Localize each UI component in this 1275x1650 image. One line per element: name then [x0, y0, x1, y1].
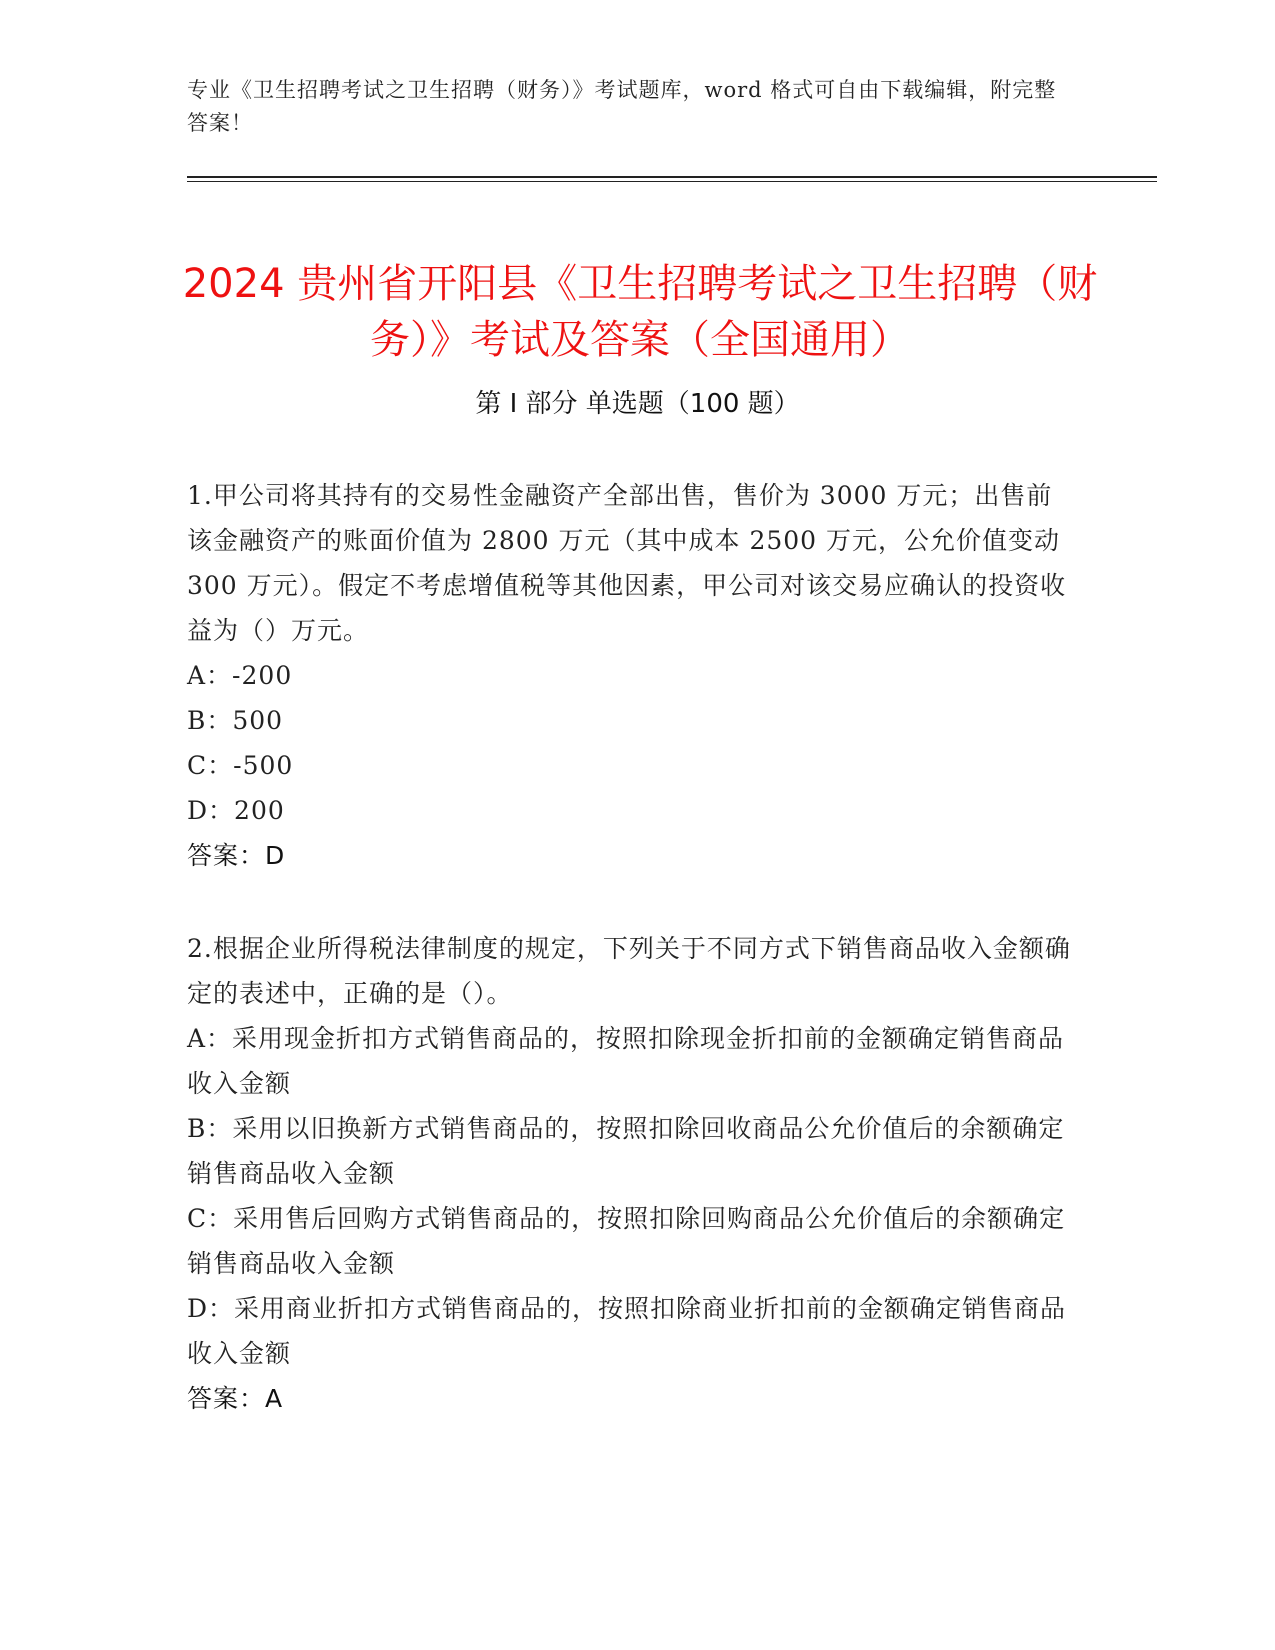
header-note: 专业《卫生招聘考试之卫生招聘（财务）》考试题库，word 格式可自由下载编辑，附完整答案！: [187, 78, 1057, 135]
question-stem: 1.甲公司将其持有的交易性金融资产全部出售，售价为 3000 万元；出售前该金融资产的账面价值为 2800 万元（其中成本 2500 万元，公允价值变动 300 万元）。假定不考虑增值税等其他因素，甲公司对该交易应确认的投资收益为（）万元。: [187, 481, 1067, 645]
option-a: A：-200: [187, 661, 293, 690]
option-d: D：200: [187, 796, 285, 825]
answer-label: 答案：D: [187, 841, 286, 870]
header-divider-thin: [187, 181, 1157, 182]
option-b: B：采用以旧换新方式销售商品的，按照扣除回收商品公允价值后的余额确定销售商品收入金额: [187, 1114, 1065, 1188]
option-c: C：采用售后回购方式销售商品的，按照扣除回购商品公允价值后的余额确定销售商品收入金额: [187, 1204, 1066, 1278]
header-divider-thick: [187, 176, 1157, 178]
question-2: [187, 926, 1077, 1421]
option-c: C：-500: [187, 751, 294, 780]
option-b: B：500: [187, 706, 284, 735]
document-title: 2024 贵州省开阳县《卫生招聘考试之卫生招聘（财务）》考试及答案（全国通用）: [182, 260, 1098, 363]
section-heading: 第 I 部分 单选题（100 题）: [475, 389, 800, 419]
question-1: [187, 473, 1077, 878]
answer-label: 答案：A: [187, 1384, 284, 1413]
option-d: D：采用商业折扣方式销售商品的，按照扣除商业折扣前的金额确定销售商品收入金额: [187, 1294, 1067, 1368]
question-stem: 2.根据企业所得税法律制度的规定，下列关于不同方式下销售商品收入金额确定的表述中，正确的是（）。: [187, 934, 1071, 1008]
option-a: A：采用现金折扣方式销售商品的，按照扣除现金折扣前的金额确定销售商品收入金额: [187, 1024, 1065, 1098]
